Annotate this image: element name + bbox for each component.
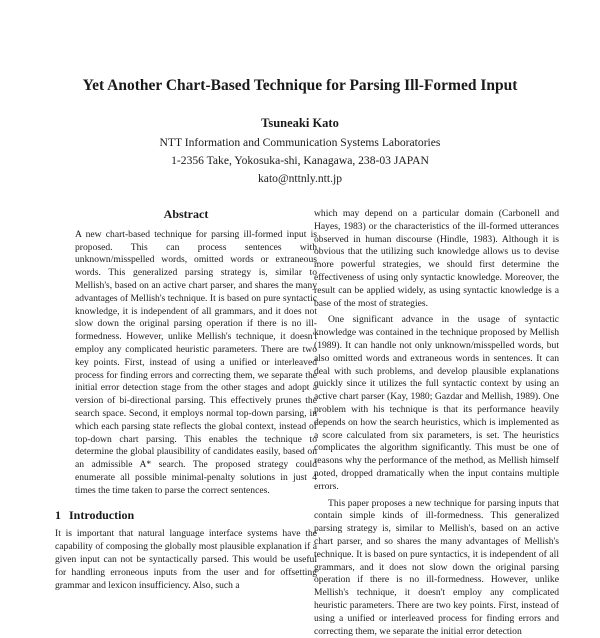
right-column [314,208,559,638]
introduction-paragraph: It is important that natural language interface systems have the capability of composing the globally most plausible explanation if a given input can not be syntactically parsed. This would be useful for handling erroneous inputs from the user and for offsetting grammar and lexicon insufficiency. Also, such a [55,528,317,591]
body-paragraph: One significant advance in the usage of syntactic knowledge was contained in the technique proposed by Mellish (1989). It can handle not only unknown/misspelled words, but also omitted words and extraneous words in sentences. It can deal with such problems, and develop plausible explanations quickly since it utilizes the full syntactic context by using an active chart parser (Kay, 1980; Gazdar and Mellish, 1989). One problem with his technique is that its performance heavily depends on how the search heuristics, which is implemented as a score calculated from six parameters, is set. The heuristics complicates the algorithm significantly. This must be one of reasons why the performance of the method, as Mellish himself noted, dropped dramatically when the input contains multiple errors. [314,314,559,492]
author-name: Tsuneaki Kato [261,116,339,130]
section-number: 1 [55,507,61,522]
author-address: 1-2356 Take, Yokosuka-shi, Kanagawa, 238-03 JAPAN [171,154,429,167]
author-email: kato@nttnly.ntt.jp [258,172,342,185]
left-column [55,208,317,592]
section-heading-introduction [55,509,317,522]
section-title: Introduction [69,507,135,522]
abstract-body: A new chart-based technique for parsing ill-formed input is proposed. This can process sentences with unknown/misspelled words, omitted words or extraneous words. This generalized parsing strategy is, similar to Mellish's, based on an active chart parser, and shares the many advantages of Mellish's technique. It is based on pure syntactic knowledge, it is independent of all grammars, and it does not slow down the original parsing operation if there is no ill-formedness. However, unlike Mellish's technique, it doesn't employ any complicated heuristic parameters. There are two key points. First, instead of using a unified or interleaved process for finding errors and correcting them, we separate the initial error detection stage from the other stages and adopt a version of bi-directional parsing. This effectively prunes the search space. Second, it employs normal top-down parsing, in which each parsing state reflects the global context, instead of top-down chart parsing. This enables the technique to determine the global plausibility of candidates easily, based on an admissible A* search. The proposed strategy could enumerate all possible minimal-penalty solutions in just 4 times the time taken to parse the correct sentences. [75,228,317,496]
author-affiliation: NTT Information and Communication Systems Laboratories [159,136,441,149]
body-paragraph: This paper proposes a new technique for parsing inputs that contain simple kinds of ill-formedness. This generalized parsing strategy is, similar to Mellish's, based on an active chart parser, and so shares the many advantages of Mellish's technique. It is based on pure syntactics, it is independent of all grammars, and it does not slow down the original parsing operation if there is no ill-formedness. However, unlike Mellish's technique, it doesn't employ any complicated heuristic parameters. There are two key points. First, instead of using a unified or interleaved process for finding errors and correcting them, we separate the initial error detection [314,497,559,637]
abstract-heading: Abstract [163,207,209,221]
body-paragraph: which may depend on a particular domain (Carbonell and Hayes, 1983) or the characteristics of the ill-formed utterances observed in human discourse (Hindle, 1983). Although it is obvious that the utilizing such knowledge allows us to devise more powerful strategies, we should first determine the effectiveness of using only syntactic knowledge. Moreover, the result can be applied widely, as using syntactic knowledge is a base of the most of strategies. [314,208,559,309]
paper-title: Yet Another Chart-Based Technique for Parsing Ill-Formed Input [82,77,518,94]
